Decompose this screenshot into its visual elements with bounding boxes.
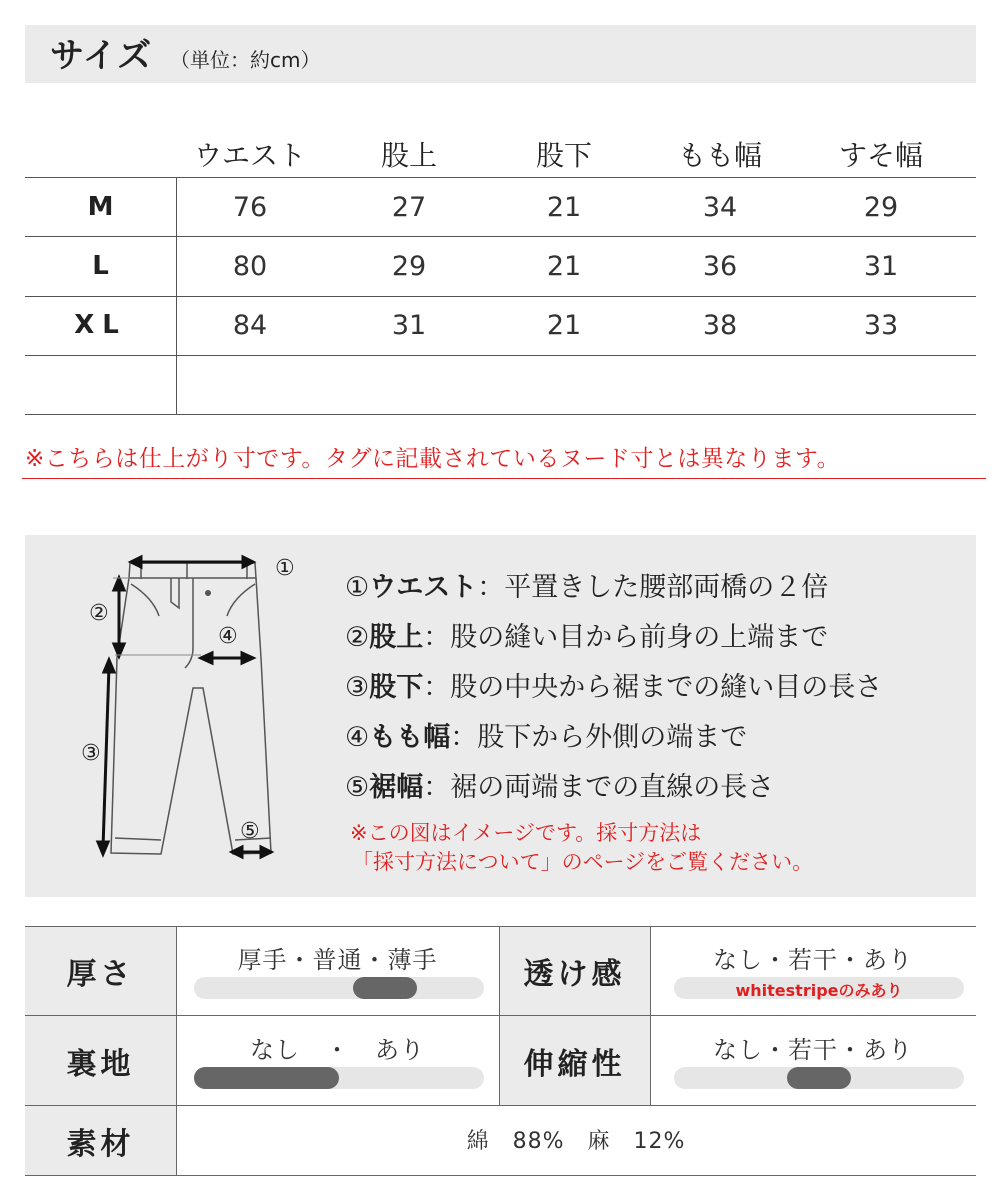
table-cell: 38 bbox=[702, 310, 738, 341]
stretch-indicator bbox=[787, 1067, 851, 1089]
column-header-thigh: もも幅 bbox=[677, 139, 762, 172]
table-cell: 80 bbox=[232, 251, 268, 282]
marker-1: ① bbox=[275, 556, 295, 581]
definition-number: ② bbox=[345, 622, 370, 653]
table-divider bbox=[25, 1015, 976, 1016]
material-composition: 綿 88% 麻 12% bbox=[466, 1129, 686, 1154]
definition-term: 裾幅 bbox=[369, 772, 424, 803]
table-divider bbox=[25, 1105, 976, 1106]
label-thickness: 厚さ bbox=[25, 927, 176, 1015]
pants-diagram bbox=[75, 548, 305, 868]
thickness-options: 厚手・普通・薄手 bbox=[237, 946, 438, 974]
definition-term: もも幅 bbox=[369, 722, 451, 753]
definition-number: ④ bbox=[345, 722, 370, 753]
table-cell: 84 bbox=[232, 310, 268, 341]
marker-3: ③ bbox=[81, 741, 101, 766]
sheerness-note: whitestripeのみあり bbox=[735, 981, 903, 1000]
diagram-note-line1: ※この図はイメージです。採寸方法は bbox=[350, 821, 702, 845]
column-header-waist: ウエスト bbox=[193, 139, 306, 172]
definition-text: ：平置きした腰部両橋の２倍 bbox=[477, 572, 829, 603]
definition-number: ③ bbox=[345, 672, 370, 703]
lining-options: なし ・ あり bbox=[250, 1036, 425, 1064]
row-label-size: XL bbox=[74, 310, 127, 340]
table-cell: 27 bbox=[391, 192, 427, 223]
label-stretch: 伸縮性 bbox=[499, 1016, 650, 1105]
unit-label: （単位：約cm） bbox=[170, 48, 321, 72]
section-header-bar bbox=[25, 25, 976, 83]
thickness-indicator bbox=[353, 977, 417, 999]
table-cell: 29 bbox=[391, 251, 427, 282]
sheerness-options: なし・若干・あり bbox=[713, 946, 913, 974]
label-material: 素材 bbox=[25, 1106, 176, 1175]
column-header-rise: 股上 bbox=[380, 139, 437, 172]
section-title: サイズ bbox=[50, 36, 153, 76]
diagram-note-line2: 「採寸方法について」のページをご覧ください。 bbox=[352, 850, 814, 874]
marker-5: ⑤ bbox=[240, 819, 260, 844]
table-column-divider bbox=[499, 926, 500, 1105]
stretch-options: なし・若干・あり bbox=[713, 1036, 913, 1064]
inseam-arrow bbox=[103, 666, 109, 848]
definition-text: ：股の中央から裾までの縫い目の長さ bbox=[423, 672, 883, 703]
definition-number: ⑤ bbox=[345, 772, 370, 803]
finished-size-notice: ※こちらは仕上がり寸です。タグに記載されているヌード寸とは異なります。 bbox=[25, 446, 841, 472]
table-cell: 31 bbox=[391, 310, 427, 341]
table-cell: 21 bbox=[546, 192, 582, 223]
column-header-inseam: 股下 bbox=[535, 139, 592, 172]
table-divider bbox=[25, 355, 976, 356]
definition-rise bbox=[345, 615, 828, 654]
thickness-scale-track bbox=[194, 977, 484, 999]
table-cell: 29 bbox=[863, 192, 899, 223]
button-icon bbox=[205, 590, 211, 596]
table-cell: 31 bbox=[863, 251, 899, 282]
table-cell: 33 bbox=[863, 310, 899, 341]
table-divider bbox=[25, 926, 976, 927]
notice-underline bbox=[22, 478, 986, 479]
definition-number: ① bbox=[345, 572, 370, 603]
column-header-hem: すそ幅 bbox=[838, 139, 923, 172]
table-divider bbox=[25, 236, 976, 237]
table-cell: 21 bbox=[546, 251, 582, 282]
table-cell: 36 bbox=[702, 251, 738, 282]
table-divider bbox=[25, 177, 976, 178]
pants-outline-icon bbox=[111, 562, 271, 854]
table-divider bbox=[25, 1175, 976, 1176]
table-cell: 34 bbox=[702, 192, 738, 223]
marker-4: ④ bbox=[218, 624, 238, 649]
definition-waist bbox=[345, 565, 828, 604]
label-lining: 裏地 bbox=[25, 1016, 176, 1105]
definition-text: ：裾の両端までの直線の長さ bbox=[423, 772, 775, 803]
definition-text: ：股下から外側の端まで bbox=[450, 722, 748, 753]
table-cell: 76 bbox=[232, 192, 268, 223]
table-divider bbox=[25, 414, 976, 415]
definition-text: ：股の縫い目から前身の上端まで bbox=[423, 622, 829, 653]
lining-indicator bbox=[194, 1067, 339, 1089]
table-cell: 21 bbox=[546, 310, 582, 341]
definition-inseam bbox=[345, 665, 882, 704]
marker-2: ② bbox=[89, 601, 109, 626]
row-label-size: M bbox=[87, 192, 114, 222]
definition-hem bbox=[345, 765, 774, 804]
table-divider bbox=[25, 296, 976, 297]
definition-thigh bbox=[345, 715, 747, 754]
table-column-divider bbox=[176, 177, 177, 415]
definition-term: 股下 bbox=[369, 672, 424, 703]
definition-term: 股上 bbox=[369, 622, 424, 653]
label-sheerness: 透け感 bbox=[499, 927, 650, 1015]
definition-term: ウエスト bbox=[369, 572, 478, 603]
row-label-size: L bbox=[92, 251, 109, 281]
